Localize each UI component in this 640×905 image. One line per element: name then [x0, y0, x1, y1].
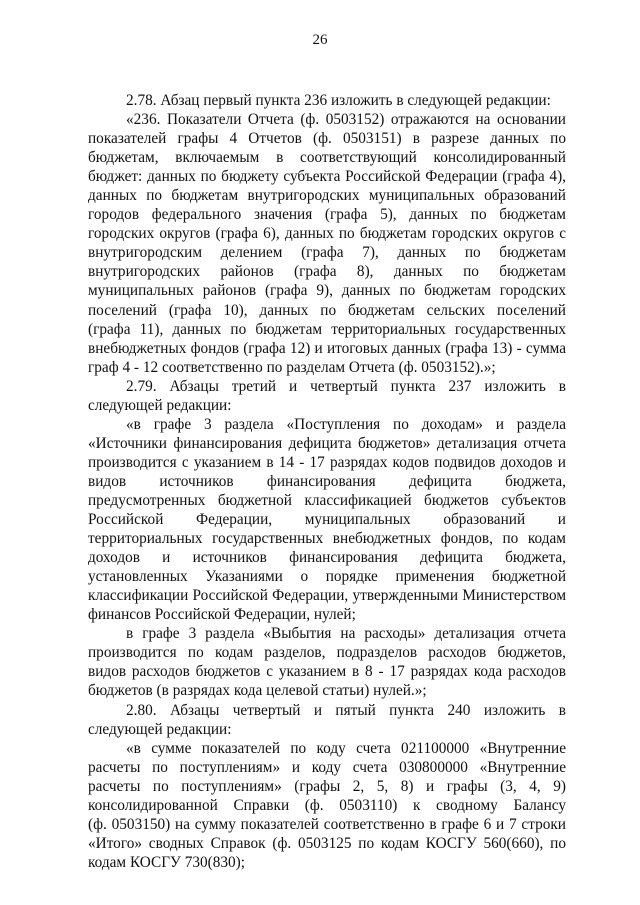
text-line: 2.78. Абзац первый пункта 236 изложить в следующей редакции: — [126, 92, 551, 109]
text-line: «Итого» сводных Справок (ф. 0503125 по кодам КОСГУ 560(660), по — [88, 834, 566, 852]
text-line: внутригородским делением (графа 7), данных по бюджетам — [88, 244, 566, 262]
text-line: бюджетов (в разрядах кода целевой статьи) нулей.»; — [88, 682, 427, 700]
text-line: внебюджетных фондов (графа 12) и итоговых данных (графа 13) - сумма — [88, 339, 566, 357]
text-line: данных по бюджетам внутригородских муниципальных образований — [88, 187, 566, 205]
text-line: городских округов (графа 6), данных по бюджетам городских округов с — [88, 225, 566, 243]
text-line: граф 4 - 12 соответственно по разделам Отчета (ф. 0503152).»; — [88, 358, 496, 376]
text-line: муниципальных районов (графа 9), данных по бюджетам городских — [88, 282, 566, 300]
text-line: следующей редакции: — [88, 720, 232, 738]
text-line: (графа 11), данных по бюджетам территориальных государственных — [88, 320, 566, 338]
text-line: городов федерального значения (графа 5), данных по бюджетам — [88, 206, 566, 224]
text-line: 2.79. Абзацы третий и четвертый пункта 237 изложить в — [126, 377, 566, 395]
text-line: «Источники финансирования дефицита бюджетов» детализация отчета — [88, 434, 566, 452]
text-line: производится с указанием в 14 - 17 разрядах кодов подвидов доходов и — [88, 453, 566, 471]
text-line: установленных Указаниями о порядке применения бюджетной — [88, 568, 566, 586]
text-line: 2.80. Абзацы четвертый и пятый пункта 240 изложить в — [126, 701, 566, 719]
page-number: 26 — [312, 32, 328, 48]
text-line: поселений (графа 10), данных по бюджетам сельских поселений — [88, 301, 566, 319]
text-line: следующей редакции: — [88, 396, 232, 414]
text-line: показателей графы 4 Отчетов (ф. 0503151) в разрезе данных по — [88, 130, 566, 148]
text-line: расчеты по поступлениям» и коду счета 030800000 «Внутренние — [88, 758, 566, 776]
text-line: кодам КОСГУ 730(830); — [88, 853, 246, 871]
text-line: внутригородских районов (графа 8), данных по бюджетам — [88, 263, 566, 281]
text-line: классификации Российской Федерации, утвержденными Министерством — [88, 587, 566, 605]
text-line: финансов Российской Федерации, нулей; — [88, 606, 356, 624]
text-line: видов источников финансирования дефицита бюджета, — [88, 472, 566, 490]
text-line: производится по кодам разделов, подразделов расходов бюджетов, — [88, 644, 566, 662]
text-line: бюджетам, включаемым в соответствующий консолидированный — [88, 149, 566, 167]
text-line: «в сумме показателей по коду счета 021100000 «Внутренние — [126, 739, 566, 757]
text-line: (ф. 0503150) на сумму показателей соответственно в графе 6 и 7 строки — [88, 815, 566, 833]
document-body — [88, 91, 566, 872]
text-line: видов расходов бюджетов с указанием в 8 - 17 разрядах кода расходов — [88, 663, 566, 681]
text-line: «в графе 3 раздела «Поступления по доходам» и раздела — [126, 415, 566, 433]
text-line: консолидированной Справки (ф. 0503110) к сводному Балансу — [88, 796, 566, 814]
text-line: территориальных государственных внебюджетных фондов, по кодам — [88, 530, 566, 548]
text-line: «236. Показатели Отчета (ф. 0503152) отражаются на основании — [126, 111, 566, 129]
text-line: Российской Федерации, муниципальных образований и — [88, 511, 566, 529]
text-line: предусмотренных бюджетной классификацией бюджетов субъектов — [88, 491, 566, 509]
text-line: в графе 3 раздела «Выбытия на расходы» детализация отчета — [126, 625, 566, 643]
text-line: доходов и источников финансирования дефицита бюджета, — [88, 549, 566, 567]
text-line: расчеты по поступлениям» (графы 2, 5, 8) и графы (3, 4, 9) — [88, 777, 566, 795]
text-line: бюджет: данных по бюджету субъекта Российской Федерации (графа 4), — [88, 168, 566, 186]
